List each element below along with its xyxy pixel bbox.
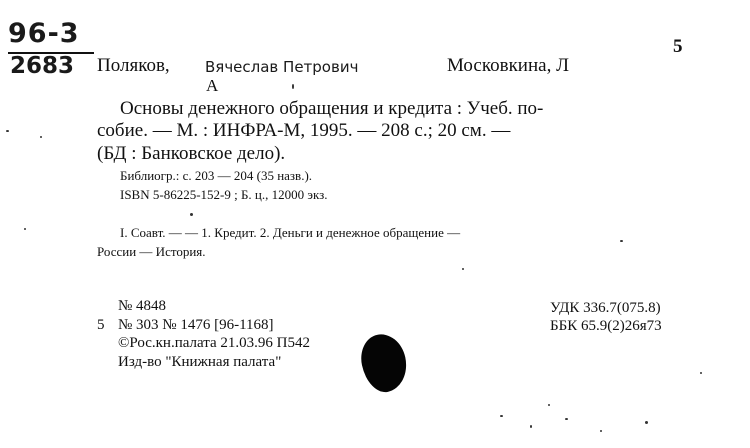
corner-number: 5	[673, 36, 683, 57]
scan-speck	[645, 421, 648, 424]
title-line-3: (БД : Банковское дело).	[97, 143, 286, 164]
author-initial: А	[206, 76, 219, 95]
subjects-line-1: I. Соавт. — — 1. Кредит. 2. Деньги и денежное обращение —	[120, 225, 461, 240]
scan-speck	[462, 268, 464, 270]
title-line-1: Основы денежного обращения и кредита : Учеб. по-	[120, 98, 544, 119]
record-number: № 4848	[118, 298, 167, 314]
coauthor-name: Московкина, Л	[447, 55, 569, 76]
ink-blot	[356, 330, 411, 396]
publisher-line: Изд-во "Книжная палата"	[118, 354, 282, 370]
author-handwritten-names: Вячеслав Петрович	[205, 58, 359, 76]
order-line: № 303 № 1476 [96-1168]	[118, 317, 274, 333]
shelf-mark-bottom: 2683	[10, 53, 75, 79]
isbn-note: ISBN 5-86225-152-9 ; Б. ц., 12000 экз.	[120, 187, 328, 202]
scan-speck	[292, 84, 294, 89]
udk-code: УДК 336.7(075.8)	[550, 300, 661, 316]
bbk-code: ББК 65.9(2)26я73	[550, 318, 662, 334]
scan-speck	[620, 240, 623, 242]
shelf-mark-top: 96-3	[8, 18, 80, 49]
record-left-digit: 5	[97, 317, 105, 333]
author-surname: Поляков,	[97, 55, 170, 76]
title-line-2: собие. — М. : ИНФРА-М, 1995. — 208 с.; 20 см. —	[97, 120, 511, 141]
scan-speck	[190, 213, 193, 216]
scan-speck	[500, 415, 503, 417]
scan-speck	[6, 130, 9, 132]
book-chamber-line: ©Рос.кн.палата 21.03.96 П542	[118, 335, 311, 351]
scan-speck	[700, 372, 702, 374]
scan-speck	[530, 425, 532, 428]
scan-speck	[565, 418, 568, 420]
scan-speck	[24, 228, 26, 230]
scan-speck	[40, 136, 42, 138]
subjects-line-2: России — История.	[97, 244, 206, 259]
scan-speck	[600, 430, 602, 432]
bibliography-note: Библиогр.: с. 203 — 204 (35 назв.).	[120, 168, 313, 183]
scan-speck	[548, 404, 550, 406]
